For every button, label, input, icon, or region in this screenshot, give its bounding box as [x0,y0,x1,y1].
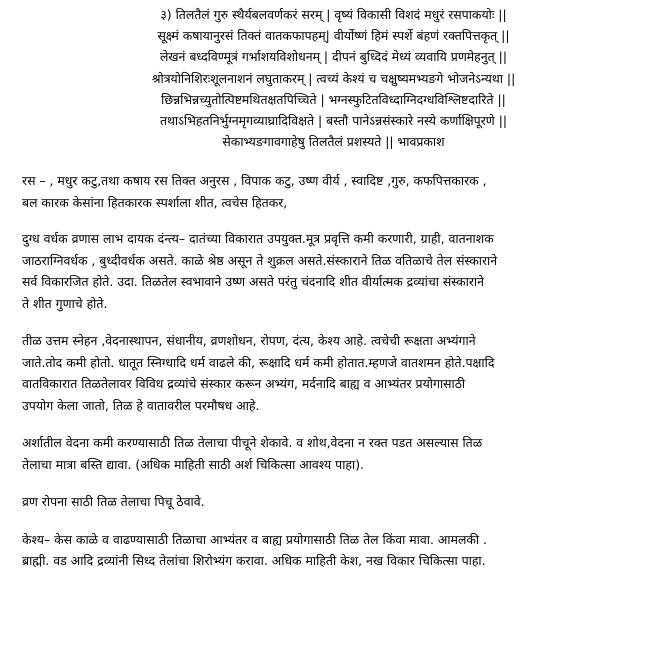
shloka-line: सूक्ष्मं कषायानुरसं तिक्तं वातकफापहम्| वीर्योष्णं हिमं स्पर्शे बंहणं रक्तपित्तकृत् || [157,28,510,44]
paragraph-line: ब्राह्मी. वड आदि द्रव्यांनी सिध्द तेलांचा शिरोभ्यंग करावा. अधिक माहिती केश, नख विकार चिकित्सा पाहा. [22,553,486,569]
paragraph-line: ते शीत गुणाचे होते. [22,295,108,311]
paragraph-keshya [22,529,653,572]
paragraph-line: तीळ उत्तम स्नेहन ,वेदनास्थापन, संधानीय, व्रणशोधन, रोपण, दंत्य, केश्य आहे. त्वचेची रूक्षता अभ्यंगाने [22,333,476,349]
paragraph-properties [22,228,653,314]
sanskrit-shloka [14,4,653,152]
shloka-line: लेखनं बध्दविण्मूत्रं गर्भाशयविशोधनम् | दीपनं बुध्दिदं मेध्यं व्यवायि प्रणमेहनुत् || [160,49,507,65]
paragraph-line: रस – , मधुर कटु,तथा कषाय रस तिक्त अनुरस , विपाक कटु, उष्ण वीर्य , स्वादिष्ट ,गुरु, कफपित्तकारक , [22,173,487,189]
paragraph-arsha [22,432,653,475]
shloka-line: तथाऽभिहतनिर्भुग्नमृगव्याघ्रादिविक्षते | बस्तौ पानेऽन्नसंस्कारे नस्ये कर्णाक्षिपूरणे || [159,113,508,129]
paragraph-line: वातविकारात तिळतेलावर विविध द्रव्यांचे संस्कार करून अभ्यंग, मर्दनादि बाह्य व आभ्यंतर प्रयोगासाठी [22,376,466,392]
paragraph-line: बल कारक केसांना हितकारक स्पर्शाला शीत, त्वचेस हितकर, [22,194,288,210]
paragraph-rasa [22,170,653,213]
paragraph-sesame-uses [22,330,653,416]
paragraph-line: अर्शातील वेदना कमी करण्यासाठी तिळ तेलाचा पीचूने शेकावे. व शोथ,वेदना न रक्त पडत असल्यास तिळ [22,435,483,451]
paragraph-vrana [22,491,653,513]
shloka-line: ३) तिलतैलं गुरु स्थैर्यबलवर्णकरं सरम् | वृष्यं विकासी विशदं मधुरं रसपाकयोः || [160,7,507,22]
paragraph-line: उपयोग केला जातो, तिळ हे वातावरील परमौषध आहे. [22,397,260,413]
shloka-line: सेकाभ्यङगावगाहेषु तिलतैलं प्रशस्यते || भावप्रकाश [222,134,445,150]
paragraph-line: केश्य– केस काळे व वाढण्यासाठी तिळाचा आभ्यंतर व बाह्य प्रयोगासाठी तिळ तेल किंवा मावा. आमलकी . [22,531,487,547]
paragraph-line: तेलाचा मात्रा बस्ति द्यावा. (अधिक माहिती साठी अर्श चिकित्सा आवश्य पाहा). [22,456,364,472]
paragraph-line: दुग्ध वर्धक व्रणास लाभ दायक दंन्त्य– दातंच्या विकारात उपयुक्त.मूत्र प्रवृत्ति कमी करणारी, ग्राही, वातनाशक [22,231,494,247]
paragraph-line: व्रण रोपना साठी तिळ तेलाचा पिचू ठेवावे. [22,494,205,510]
paragraph-line: सर्व विकारजित होते. उदा. तिळतेल स्वभावाने उष्ण असते परंतु चंदनादि शीत वीर्यात्मक द्रव्यांचा संस्काराने [22,274,484,290]
paragraph-line: जाते.तोद कमी होतो. धातूत स्निग्धादि धर्म वाढले की, रूक्षादि धर्म कमी होतात.म्हणजे वातशमन होते.पक्षादि [22,354,495,370]
shloka-line: श्रोत्रयोनिशिरःशूलनाशनं लघुताकरम् | त्वच्यं केश्यं च चक्षुष्यमभ्यङगे भोजनेऽन्यथा || [151,70,516,86]
shloka-line: छिन्नभिन्नच्युतोत्पिष्टमथितक्षतपिच्चिते | भग्नस्फुटितविध्दाग्निदग्धविश्लिष्टदारिते || [161,91,506,107]
paragraph-line: जाठराग्निवर्धक , बुध्दीवर्धक असते. काळे श्रेष्ठ असून ते शुक्रल असते.संस्काराने तिळ वतिळाचे तेल संस्काराने [22,252,498,268]
